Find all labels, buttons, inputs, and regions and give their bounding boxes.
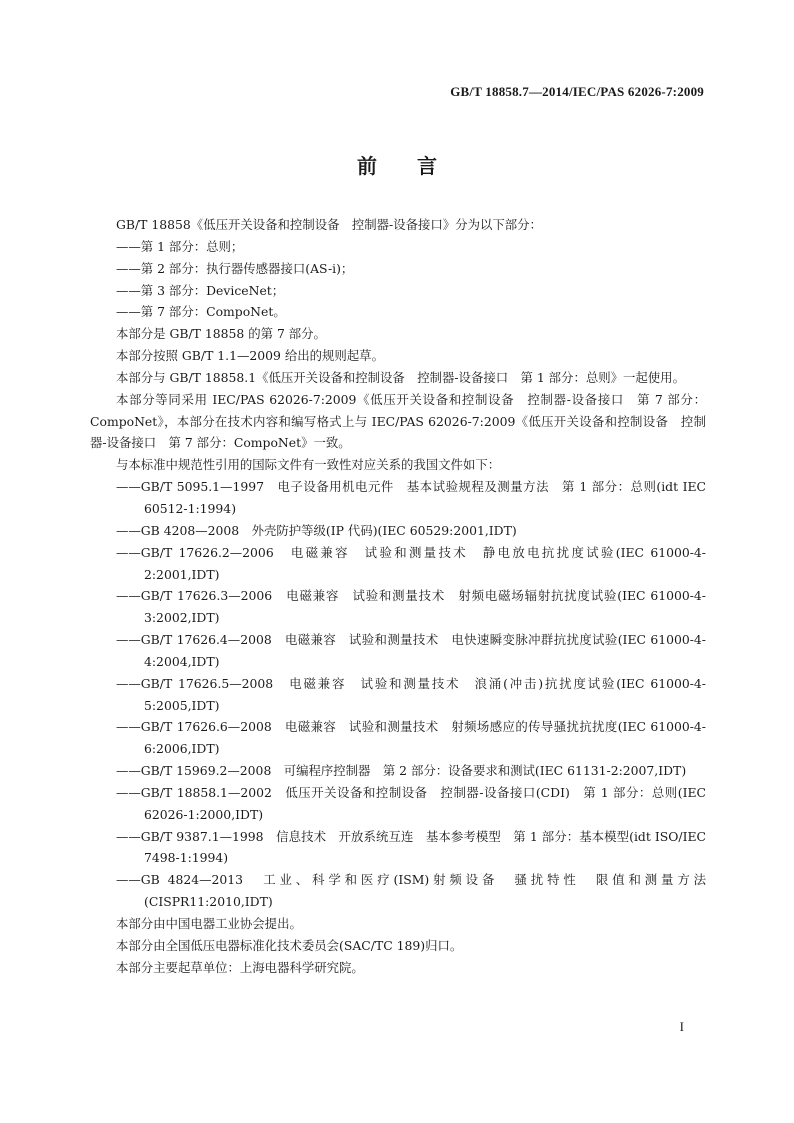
body-paragraph: ——第 3 部分：DeviceNet； bbox=[116, 282, 285, 298]
reference-list-item: ——GB/T 17626.6—2008 电磁兼容 试验和测量技术 射频场感应的传导骚扰抗扰度(IEC 61000-4-6:2006,IDT) bbox=[116, 719, 706, 757]
reference-list-item: ——GB 4824—2013 工业、科学和医疗(ISM)射频设备 骚扰特性 限值和测量方法(CISPR11:2010,IDT) bbox=[116, 872, 706, 910]
foreword-content bbox=[90, 214, 706, 979]
reference-list-item: ——GB/T 15969.2—2008 可编程序控制器 第 2 部分：设备要求和测试(IEC 61131-2:2007,IDT) bbox=[116, 763, 687, 779]
body-paragraph: 本部分主要起草单位：上海电器科学研究院。 bbox=[116, 959, 364, 975]
reference-list-item: ——GB/T 5095.1—1997 电子设备用机电元件 基本试验规程及测量方法 第 1 部分：总则(idt IEC 60512-1:1994) bbox=[116, 479, 706, 516]
reference-list-item: ——GB/T 17626.3—2006 电磁兼容 试验和测量技术 射频电磁场辐射抗扰度试验(IEC 61000-4-3:2002,IDT) bbox=[116, 588, 706, 626]
page-title: 前言 bbox=[357, 154, 477, 178]
body-paragraph: GB/T 18858《低压开关设备和控制设备 控制器-设备接口》分为以下部分： bbox=[116, 217, 542, 232]
reference-list-item: ——GB/T 17626.2—2006 电磁兼容 试验和测量技术 静电放电抗扰度试验(IEC 61000-4-2:2001,IDT) bbox=[116, 544, 706, 582]
body-paragraph: 本部分由全国低压电器标准化技术委员会(SAC/TC 189)归口。 bbox=[116, 937, 463, 953]
document-header-code: GB/T 18858.7—2014/IEC/PAS 62026-7:2009 bbox=[450, 84, 704, 99]
body-paragraph: 本部分是 GB/T 18858 的第 7 部分。 bbox=[116, 326, 326, 342]
reference-list-item: ——GB/T 17626.4—2008 电磁兼容 试验和测量技术 电快速瞬变脉冲群抗扰度试验(IEC 61000-4-4:2004,IDT) bbox=[116, 632, 706, 669]
body-paragraph: 本部分按照 GB/T 1.1—2009 给出的规则起草。 bbox=[116, 348, 384, 364]
reference-list-item: ——GB/T 18858.1—2002 低压开关设备和控制设备 控制器-设备接口(CDI) 第 1 部分：总则(IEC 62026-1:2000,IDT) bbox=[116, 784, 706, 822]
body-paragraph: ——第 7 部分：CompoNet。 bbox=[116, 304, 286, 320]
body-paragraph: 本部分由中国电器工业协会提出。 bbox=[116, 916, 302, 931]
body-paragraph: 本部分与 GB/T 18858.1《低压开关设备和控制设备 控制器-设备接口 第 1 部分：总则》一起使用。 bbox=[116, 369, 685, 385]
body-paragraph: ——第 2 部分：执行器传感器接口(AS-i)； bbox=[116, 260, 354, 276]
body-paragraph: 本部分等同采用 IEC/PAS 62026-7:2009《低压开关设备和控制设备 控制器-设备接口 第 7 部分：CompoNet》，本部分在技术内容和编写格式上与 IEC/PAS 62026-7:2009《低压开关设备和控制设备 控制器-设备接口 第 7 部分：CompoNet》一致。 bbox=[90, 391, 706, 451]
body-paragraph: ——第 1 部分：总则； bbox=[116, 238, 244, 254]
reference-list-item: ——GB/T 9387.1—1998 信息技术 开放系统互连 基本参考模型 第 1 部分：基本模型(idt ISO/IEC 7498-1:1994) bbox=[116, 828, 706, 866]
reference-list-item: ——GB/T 17626.5—2008 电磁兼容 试验和测量技术 浪涌(冲击)抗扰度试验(IEC 61000-4-5:2005,IDT) bbox=[116, 675, 706, 713]
reference-list-item: ——GB 4208—2008 外壳防护等级(IP 代码)(IEC 60529:2001,IDT) bbox=[116, 522, 517, 538]
page-number: I bbox=[679, 1019, 684, 1034]
body-paragraph: 与本标准中规范性引用的国际文件有一致性对应关系的我国文件如下： bbox=[116, 457, 501, 473]
